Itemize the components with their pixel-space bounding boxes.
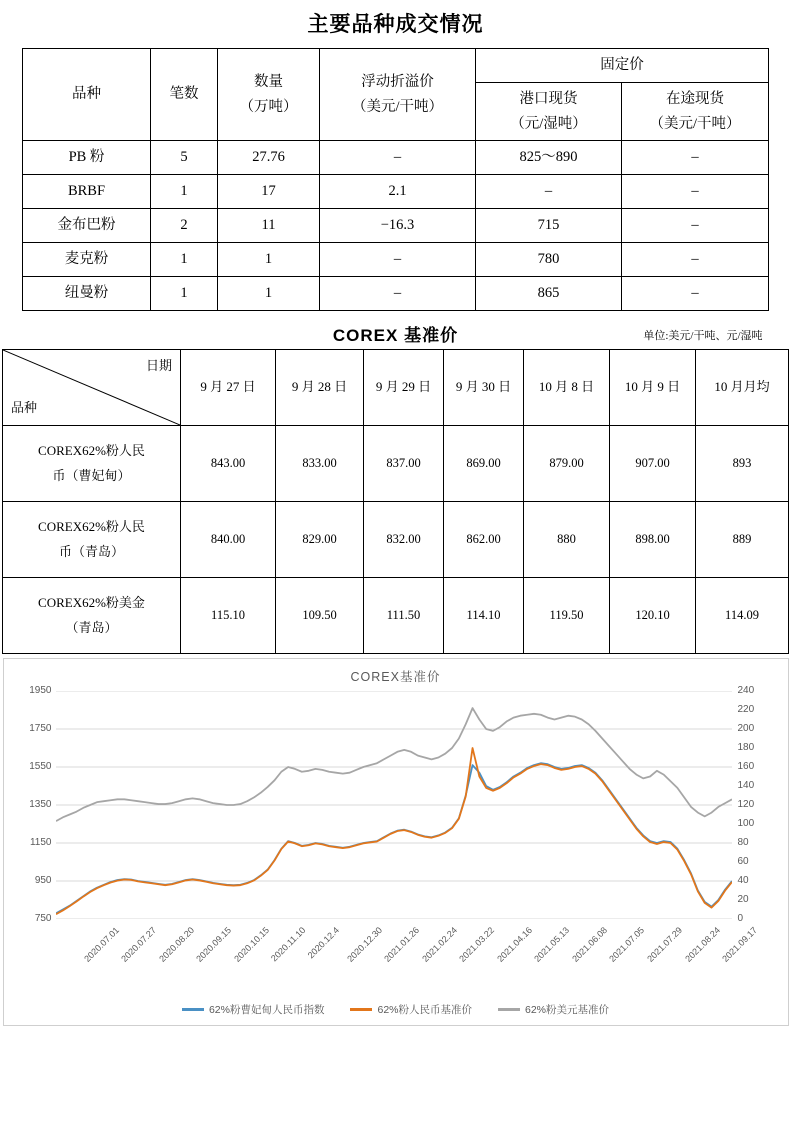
x-tick-label: 2021.04.16 xyxy=(494,925,534,964)
header-kind: 品种 xyxy=(23,49,151,141)
cell-count: 5 xyxy=(151,141,218,175)
cell-value: 862.00 xyxy=(444,502,524,578)
column-header: 10 月 8 日 xyxy=(524,350,610,426)
column-header: 9 月 28 日 xyxy=(276,350,364,426)
cell-quantity: 27.76 xyxy=(218,141,320,175)
header-float-line2: （美元/干吨） xyxy=(351,98,444,115)
x-tick-label: 2021.09.17 xyxy=(720,925,760,964)
cell-port: 780 xyxy=(476,243,622,277)
header-transit-line1: 在途现货 xyxy=(666,90,724,107)
x-tick-label: 2020.07.27 xyxy=(119,925,159,964)
row-header xyxy=(3,426,181,502)
cell-value: 907.00 xyxy=(610,426,696,502)
header-transit-line2: （美元/干吨） xyxy=(649,115,741,132)
x-tick-label: 2021.05.13 xyxy=(532,925,572,964)
legend-swatch xyxy=(498,1008,520,1011)
table-row xyxy=(23,175,769,209)
cell-value: 898.00 xyxy=(610,502,696,578)
x-tick-label: 2020.11.10 xyxy=(269,925,308,964)
cell-quantity: 17 xyxy=(218,175,320,209)
table-row xyxy=(3,578,789,654)
cell-transit: – xyxy=(622,277,769,311)
legend-label: 62%粉人民币基准价 xyxy=(377,1004,472,1016)
row-header xyxy=(3,502,181,578)
header-port-line2: （元/湿吨） xyxy=(510,115,587,132)
cell-kind: 金布巴粉 xyxy=(23,209,151,243)
cell-value: 114.10 xyxy=(444,578,524,654)
table-row xyxy=(23,243,769,277)
cell-value: 880 xyxy=(524,502,610,578)
cell-kind: 纽曼粉 xyxy=(23,277,151,311)
x-tick-label: 2020.12.30 xyxy=(344,925,384,964)
y-tick-label-left: 1550 xyxy=(29,761,52,772)
y-tick-label-left: 1150 xyxy=(29,837,52,848)
x-tick-label: 2021.07.29 xyxy=(645,925,685,964)
cell-port: 715 xyxy=(476,209,622,243)
legend-item xyxy=(182,1002,325,1017)
cell-float: – xyxy=(320,277,476,311)
cell-port: – xyxy=(476,175,622,209)
column-header: 9 月 27 日 xyxy=(181,350,276,426)
cell-value: 879.00 xyxy=(524,426,610,502)
y-tick-label-right: 140 xyxy=(737,780,755,791)
x-tick-label: 2020.10.15 xyxy=(232,925,271,964)
header-float-premium xyxy=(320,49,476,141)
cell-value: 119.50 xyxy=(524,578,610,654)
header-port-spot xyxy=(476,83,622,141)
cell-value: 115.10 xyxy=(181,578,276,654)
table-header-row xyxy=(3,350,789,426)
table-row xyxy=(23,141,769,175)
cell-value: 114.09 xyxy=(696,578,789,654)
cell-port: 825～890 xyxy=(476,141,622,175)
cell-transit: – xyxy=(622,243,769,277)
chart-svg xyxy=(56,691,732,919)
cell-value: 120.10 xyxy=(610,578,696,654)
chart-x-axis xyxy=(56,923,760,993)
x-tick-label: 2021.03.22 xyxy=(457,925,497,964)
y-tick-label-right: 160 xyxy=(737,761,755,772)
cell-value: 869.00 xyxy=(444,426,524,502)
y-tick-label-right: 200 xyxy=(737,723,755,734)
y-tick-label-right: 0 xyxy=(737,913,744,924)
cell-value: 837.00 xyxy=(364,426,444,502)
legend-swatch xyxy=(182,1008,204,1011)
y-tick-label-right: 40 xyxy=(737,875,749,886)
header-count: 笔数 xyxy=(151,49,218,141)
table-header-row xyxy=(23,49,769,83)
x-tick-label: 2021.08.24 xyxy=(682,925,722,964)
cell-transit: – xyxy=(622,141,769,175)
header-transit-spot xyxy=(622,83,769,141)
corner-kind-label: 品种 xyxy=(11,400,38,416)
cell-kind: PB 粉 xyxy=(23,141,151,175)
column-header: 10 月 9 日 xyxy=(610,350,696,426)
y-tick-label-right: 80 xyxy=(737,837,749,848)
corner-header-cell xyxy=(3,350,181,426)
x-tick-label: 2021.07.05 xyxy=(607,925,647,964)
corex-section-title: COREX 基准价 xyxy=(332,326,459,345)
cell-quantity: 1 xyxy=(218,277,320,311)
cell-transit: – xyxy=(622,209,769,243)
cell-value: 111.50 xyxy=(364,578,444,654)
row-header-line2: 币（曹妃甸） xyxy=(52,467,131,483)
row-header-line1: COREX62%粉美金 xyxy=(38,594,145,610)
chart-series-line xyxy=(56,708,732,821)
header-quantity-line2: （万吨） xyxy=(239,98,298,115)
cell-transit: – xyxy=(622,175,769,209)
document-page xyxy=(0,8,791,1130)
column-header: 9 月 29 日 xyxy=(364,350,444,426)
legend-label: 62%粉美元基准价 xyxy=(525,1004,610,1016)
cell-port: 865 xyxy=(476,277,622,311)
cell-value: 109.50 xyxy=(276,578,364,654)
y-tick-label-left: 750 xyxy=(34,913,52,924)
x-tick-label: 2021.06.08 xyxy=(570,925,609,964)
chart-title: COREX基准价 xyxy=(350,670,441,684)
legend-swatch xyxy=(350,1008,372,1011)
y-tick-label-right: 180 xyxy=(737,742,755,753)
header-quantity-line1: 数量 xyxy=(254,73,283,90)
cell-count: 1 xyxy=(151,175,218,209)
chart-plot-area xyxy=(56,691,732,919)
header-fixed-price: 固定价 xyxy=(476,49,769,83)
corex-benchmark-table xyxy=(2,349,789,654)
table-row xyxy=(23,209,769,243)
legend-label: 62%粉曹妃甸人民币指数 xyxy=(208,1004,325,1016)
cell-value: 843.00 xyxy=(181,426,276,502)
y-tick-label-right: 240 xyxy=(737,685,755,696)
corex-line-chart xyxy=(3,658,789,1026)
chart-series-line xyxy=(56,763,732,913)
y-tick-label-right: 120 xyxy=(737,799,755,810)
table-row xyxy=(3,426,789,502)
column-header: 9 月 30 日 xyxy=(444,350,524,426)
cell-value: 893 xyxy=(696,426,789,502)
header-float-line1: 浮动折溢价 xyxy=(361,73,434,90)
cell-float: 2.1 xyxy=(320,175,476,209)
chart-legend xyxy=(4,1002,788,1017)
cell-value: 840.00 xyxy=(181,502,276,578)
table-row xyxy=(3,502,789,578)
cell-kind: BRBF xyxy=(23,175,151,209)
cell-float: – xyxy=(320,141,476,175)
x-tick-label: 2020.07.01 xyxy=(81,925,121,964)
x-tick-label: 2020.12.4 xyxy=(305,925,342,961)
cell-count: 1 xyxy=(151,243,218,277)
y-tick-label-right: 60 xyxy=(737,856,749,867)
cell-value: 889 xyxy=(696,502,789,578)
cell-quantity: 11 xyxy=(218,209,320,243)
cell-float: −16.3 xyxy=(320,209,476,243)
y-tick-label-right: 220 xyxy=(737,704,755,715)
cell-float: – xyxy=(320,243,476,277)
table-row xyxy=(23,277,769,311)
cell-quantity: 1 xyxy=(218,243,320,277)
y-tick-label-right: 20 xyxy=(737,894,749,905)
header-quantity xyxy=(218,49,320,141)
cell-count: 2 xyxy=(151,209,218,243)
row-header-line1: COREX62%粉人民 xyxy=(38,442,145,458)
corex-title-row xyxy=(23,321,769,345)
x-tick-label: 2021.01.26 xyxy=(382,925,422,964)
cell-value: 833.00 xyxy=(276,426,364,502)
x-tick-label: 2021.02.24 xyxy=(419,925,459,964)
x-tick-label: 2020.09.15 xyxy=(194,925,234,964)
cell-value: 829.00 xyxy=(276,502,364,578)
x-tick-label: 2020.08.20 xyxy=(156,925,196,964)
unit-note: 单位:美元/干吨、元/湿吨 xyxy=(643,330,763,342)
y-tick-label-left: 1750 xyxy=(29,723,52,734)
row-header xyxy=(3,578,181,654)
y-tick-label-left: 1950 xyxy=(29,685,52,696)
page-title: 主要品种成交情况 xyxy=(307,13,484,36)
row-header-line1: COREX62%粉人民 xyxy=(38,518,145,534)
corner-date-label: 日期 xyxy=(145,358,172,373)
y-tick-label-right: 100 xyxy=(737,818,755,829)
header-port-line1: 港口现货 xyxy=(519,90,578,107)
cell-value: 832.00 xyxy=(364,502,444,578)
legend-item xyxy=(350,1002,472,1017)
row-header-line2: 币（青岛） xyxy=(58,543,124,559)
row-header-line2: （青岛） xyxy=(65,619,118,635)
y-tick-label-left: 950 xyxy=(34,875,52,886)
cell-kind: 麦克粉 xyxy=(23,243,151,277)
legend-item xyxy=(498,1002,609,1017)
transactions-table xyxy=(22,48,769,311)
column-header: 10 月月均 xyxy=(696,350,789,426)
y-tick-label-left: 1350 xyxy=(29,799,52,810)
cell-count: 1 xyxy=(151,277,218,311)
